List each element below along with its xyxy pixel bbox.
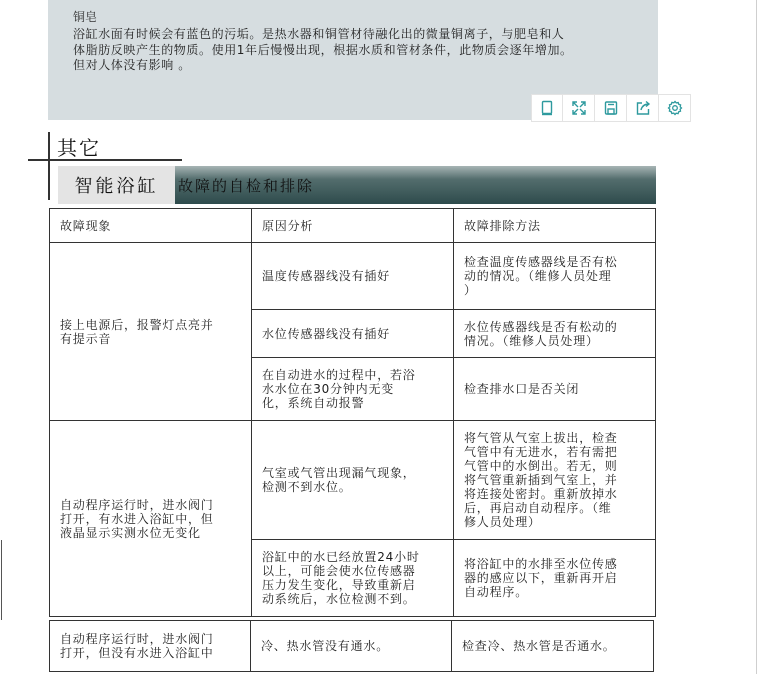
page-view-button[interactable] xyxy=(531,94,563,122)
table-header-fix: 故障排除方法 xyxy=(453,208,656,243)
fullscreen-button[interactable] xyxy=(563,94,595,122)
table-cell-cause: 气室或气管出现漏气现象， 检测不到水位。 xyxy=(251,420,454,540)
section-rule-vertical xyxy=(48,132,50,200)
note-line: 但对人体没有影响 。 xyxy=(73,58,191,72)
section-title: 其它 xyxy=(57,136,101,160)
note-title: 铜皂 xyxy=(73,10,98,24)
share-button[interactable] xyxy=(627,94,659,122)
share-icon xyxy=(635,100,651,116)
table-cell-cause: 冷、热水管没有通水。 xyxy=(250,620,452,672)
note-body xyxy=(73,27,648,74)
page-left-edge xyxy=(1,540,2,620)
band-label: 智能浴缸 xyxy=(58,166,175,204)
page-view-icon xyxy=(539,100,555,116)
table-cell-symptom: 接上电源后，报警灯点亮并 有提示音 xyxy=(49,242,252,421)
table-cell-cause: 温度传感器线没有插好 xyxy=(251,242,454,310)
settings-icon xyxy=(667,100,683,116)
table-cell-symptom: 自动程序运行时，进水阀门 打开，有水进入浴缸中，但 液晶显示实测水位无变化 xyxy=(49,420,252,617)
table-header-symptom: 故障现象 xyxy=(49,208,252,243)
table-cell-cause: 水位传感器线没有插好 xyxy=(251,309,454,358)
table-cell-fix: 检查温度传感器线是否有松 动的情况。（维修人员处理 ） xyxy=(453,242,656,310)
table-cell-fix: 检查排水口是否关闭 xyxy=(453,357,656,421)
page-toolbar xyxy=(531,94,691,122)
note-line: 体脂肪反映产生的物质。使用1年后慢慢出现，根据水质和管材条件，此物质会逐年增加。 xyxy=(73,42,573,57)
settings-button[interactable] xyxy=(659,94,691,122)
page-right-edge xyxy=(756,0,757,674)
section-rule-horizontal xyxy=(28,159,182,161)
band-subtitle: 故障的自检和排除 xyxy=(178,177,315,195)
table-cell-symptom: 自动程序运行时，进水阀门 打开，但没有水进入浴缸中 xyxy=(49,620,251,672)
note-line: 浴缸水面有时候会有蓝色的污垢。是热水器和铜管材待融化出的微量铜离子，与肥皂和人 xyxy=(73,27,565,41)
save-button[interactable] xyxy=(595,94,627,122)
table-cell-fix: 将浴缸中的水排至水位传感 器的感应以下，重新再开启 自动程序。 xyxy=(453,539,656,617)
table-header-cause: 原因分析 xyxy=(251,208,454,243)
table-cell-fix: 检查冷、热水管是否通水。 xyxy=(451,620,654,672)
save-icon xyxy=(603,100,619,116)
table-cell-cause: 在自动进水的过程中，若浴 水水位在30分钟内无变 化，系统自动报警 xyxy=(251,357,454,421)
fullscreen-icon xyxy=(571,100,587,116)
table-cell-fix: 水位传感器线是否有松动的 情况。（维修人员处理） xyxy=(453,309,656,358)
table-cell-fix: 将气管从气室上拔出，检查 气管中有无进水，若有需把 气管中的水倒出。若无，则 将气管重新插到气室上，并 将连接处密封。重新放掉水 后，再启动自动程序。（维 修人员处理） xyxy=(453,420,656,540)
table-cell-cause: 浴缸中的水已经放置24小时 以上，可能会使水位传感器 压力发生变化，导致重新启 动系统后，水位检测不到。 xyxy=(251,539,454,617)
